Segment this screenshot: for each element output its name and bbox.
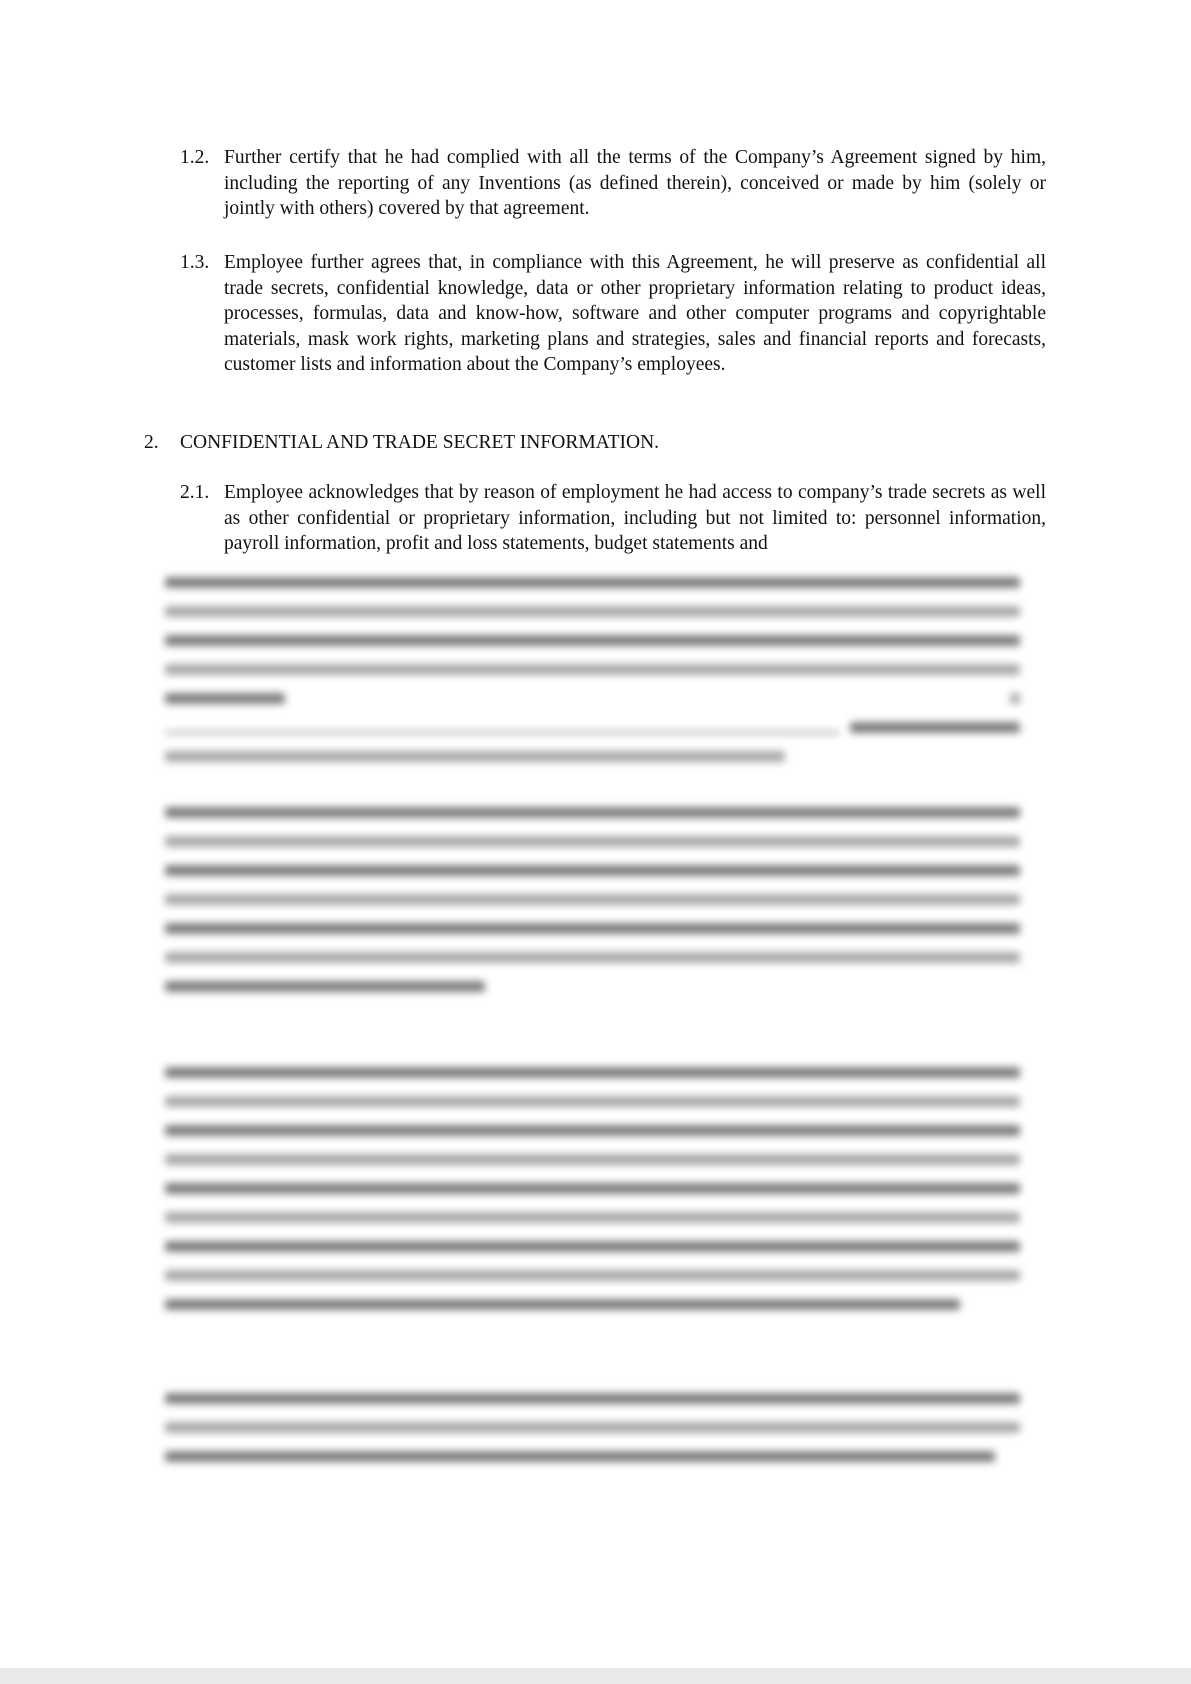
section-title: CONFIDENTIAL AND TRADE SECRET INFORMATION. xyxy=(180,432,660,453)
section-number: 2. xyxy=(144,432,159,453)
clause-text: Employee further agrees that, in compliance with this Agreement, he will preserve as confidential all trade secrets, confidential knowledge, data or other proprietary information relating to product ideas, processes, formulas, data and know-how, software and other computer programs and copyrightable materials, mask work rights, marketing plans and strategies, sales and financial reports and forecasts, customer lists and information about the Company’s employees. xyxy=(224,252,1046,375)
clause-2-1 xyxy=(180,480,1046,557)
clause-text: Employee acknowledges that by reason of employment he had access to company’s trade secrets as well as other confidential or proprietary information, including but not limited to: personnel information, payroll information, profit and loss statements, budget statements and xyxy=(224,482,1046,554)
clause-number: 2.1. xyxy=(180,482,210,503)
clause-number: 1.2. xyxy=(180,147,210,168)
clause-1-3 xyxy=(180,250,1046,378)
clause-text: Further certify that he had complied with all the terms of the Company’s Agreement signed by him, including the reporting of any Inventions (as defined therein), conceived or made by him (solely or jointly with others) covered by that agreement. xyxy=(224,147,1046,219)
section-heading xyxy=(144,430,659,455)
page-bottom-edge xyxy=(0,1668,1191,1684)
blurred-content xyxy=(0,555,1191,1505)
clause-1-2 xyxy=(180,145,1046,222)
clause-number: 1.3. xyxy=(180,252,210,273)
